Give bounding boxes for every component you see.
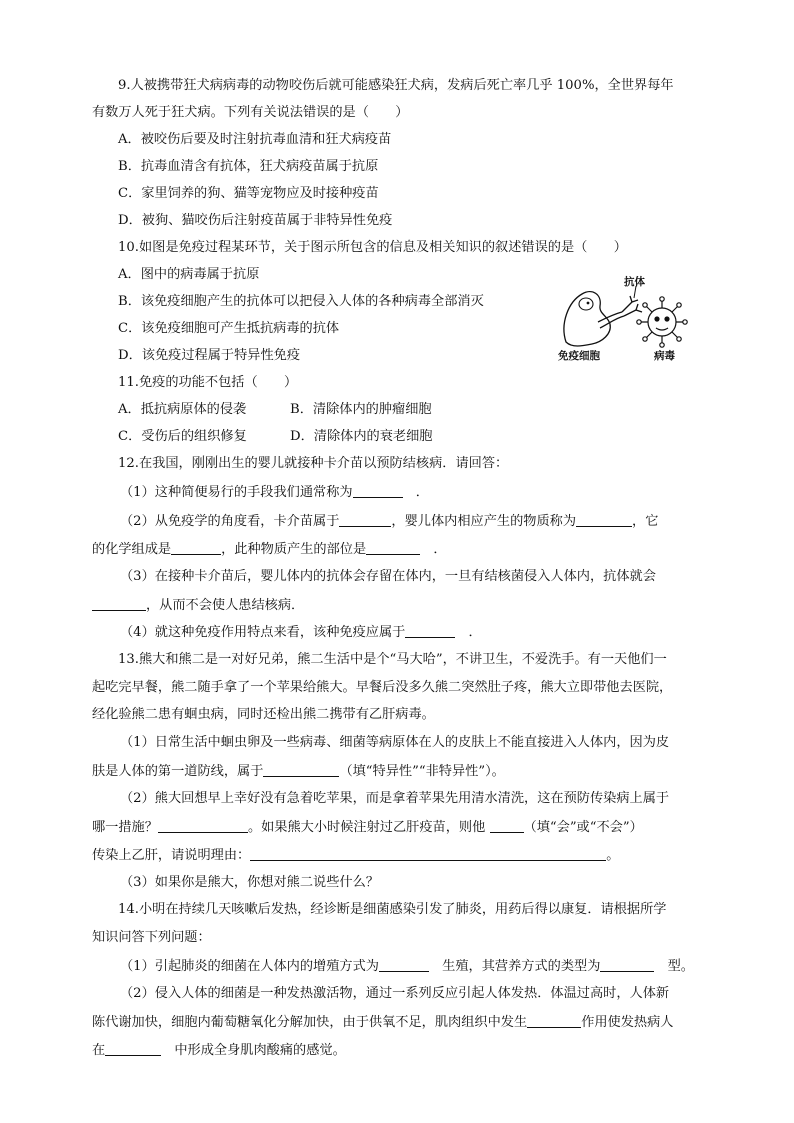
q14-part2-cont2: 在 中形成全身肌肉酸痛的感觉。 xyxy=(92,1043,346,1058)
q12-part3-cont: ，从而不会使人患结核病． xyxy=(92,596,304,615)
q12-part1: （1）这种简便易行的手段我们通常称为 ． xyxy=(120,485,429,500)
answer-blank[interactable] xyxy=(353,483,403,498)
answer-blank[interactable] xyxy=(339,512,391,527)
figure-label-virus: 病毒 xyxy=(654,350,675,362)
q14-part1: （1）引起肺炎的细菌在人体内的增殖方式为 生殖，其营养方式的类型为 型。 xyxy=(120,959,694,974)
q9-stem-line2: 有数万人死于狂犬病。下列有关说法错误的是（ ） xyxy=(92,105,409,120)
q12-part4: （4）就这种免疫作用特点来看，该种免疫应属于 ． xyxy=(120,625,482,640)
answer-blank[interactable] xyxy=(576,512,632,527)
q10-option-b: B．该免疫细胞产生的抗体可以把侵入人体的各种病毒全部消灭 xyxy=(118,294,484,309)
immune-cell-nucleus xyxy=(579,298,593,310)
answer-blank[interactable] xyxy=(105,1041,161,1056)
answer-blank[interactable] xyxy=(250,846,606,861)
q12-part2: （2）从免疫学的角度看，卡介苗属于 ，婴儿体内相应产生的物质称为 ，它 xyxy=(120,514,659,529)
q9-option-c: C．家里饲养的狗、猫等宠物应及时接种疫苗 xyxy=(118,186,379,201)
q13-stem-line1: 13.熊大和熊二是一对好兄弟，熊二生活中是个“马大哈”，不讲卫生，不爱洗手。有一天他们一 xyxy=(118,652,667,667)
q9-option-a: A．被咬伤后要及时注射抗毒血清和狂犬病疫苗 xyxy=(118,132,392,147)
answer-blank[interactable] xyxy=(263,762,339,777)
q14-part2-cont: 陈代谢加快，细胞内葡萄糖氧化分解加快，由于供氧不足，肌肉组织中发生 作用使发热病人 xyxy=(92,1015,674,1030)
q11-option-b: B．清除体内的肿瘤细胞 xyxy=(290,402,432,417)
q13-part2-cont: 哪一措施？ 。如果熊大小时候注射过乙肝疫苗，则他 （填“会”或“不会”） xyxy=(92,820,643,835)
q13-part1-cont: 肤是人体的第一道防线，属于 （填“特异性”“非特异性”）。 xyxy=(92,764,505,779)
q9-stem-line1: 9.人被携带狂犬病病毒的动物咬伤后就可能感染狂犬病，发病后死亡率几乎 100%，全世界每年 xyxy=(118,78,674,93)
antibody-shapes xyxy=(622,296,642,316)
q11-option-a: A．抵抗病原体的侵袭 xyxy=(118,402,247,417)
q14-part2: （2）侵入人体的细菌是一种发热激活物，通过一系列反应引起人体发热．体温过高时，人体新 xyxy=(120,986,670,1001)
q9-option-b: B．抗毒血清含有抗体，狂犬病疫苗属于抗原 xyxy=(118,159,379,174)
q14-stem-line1: 14.小明在持续几天咳嗽后发热，经诊断是细菌感染引发了肺炎，用药后得以康复．请根据所学 xyxy=(118,902,667,917)
q11-stem: 11.免疫的功能不包括（ ） xyxy=(118,375,298,390)
answer-blank[interactable] xyxy=(158,818,248,833)
q13-part2-cont2: 传染上乙肝，请说明理由： 。 xyxy=(92,848,620,863)
q13-stem-line2: 起吃完早餐，熊二随手拿了一个苹果给熊大。早餐后没多久熊二突然肚子疼，熊大立即带他去医院， xyxy=(92,680,673,695)
answer-blank[interactable] xyxy=(600,957,654,972)
q13-part2: （2）熊大回想早上幸好没有急着吃苹果，而是拿着苹果先用清水清洗，这在预防传染病上属于 xyxy=(120,791,670,806)
answer-blank[interactable] xyxy=(366,540,420,555)
answer-blank[interactable] xyxy=(171,540,221,555)
q10-stem: 10.如图是免疫过程某环节，关于图示所包含的信息及相关知识的叙述错误的是（ ） xyxy=(118,240,627,255)
q9-option-d: D．被狗、猫咬伤后注射疫苗属于非特异性免疫 xyxy=(118,213,393,228)
answer-blank[interactable] xyxy=(92,596,146,611)
figure-label-immune-cell: 免疫细胞 xyxy=(558,350,600,362)
answer-blank[interactable] xyxy=(379,957,429,972)
q12-part3: （3）在接种卡介苗后，婴儿体内的抗体会存留在体内，一旦有结核菌侵入人体内，抗体就会 xyxy=(120,569,656,584)
q12-stem: 12.在我国，刚刚出生的婴儿就接种卡介苗以预防结核病．请回答： xyxy=(118,456,509,471)
figure-label-antibody: 抗体 xyxy=(624,276,645,288)
q10-option-c: C．该免疫细胞可产生抵抗病毒的抗体 xyxy=(118,321,340,336)
q11-option-d: D．清除体内的衰老细胞 xyxy=(290,429,433,444)
q12-part2-cont: 的化学组成是 ，此种物质产生的部位是 ． xyxy=(92,542,447,557)
q14-stem-line2: 知识问答下列问题： xyxy=(92,930,211,945)
q13-part3: （3）如果你是熊大，你想对熊二说些什么？ xyxy=(120,875,379,890)
q13-part1: （1）日常生活中蛔虫卵及一些病毒、细菌等病原体在人的皮肤上不能直接进入人体内，因为皮 xyxy=(120,735,670,750)
q10-option-a: A．图中的病毒属于抗原 xyxy=(118,267,260,282)
answer-blank[interactable] xyxy=(490,818,524,833)
answer-blank[interactable] xyxy=(405,623,455,638)
immune-process-figure xyxy=(552,272,702,364)
q11-option-c: C．受伤后的组织修复 xyxy=(118,429,247,444)
q10-option-d: D．该免疫过程属于特异性免疫 xyxy=(118,348,301,363)
virus-shape xyxy=(637,297,687,347)
answer-blank[interactable] xyxy=(527,1013,581,1028)
q13-stem-line3: 经化验熊二患有蛔虫病，同时还检出熊二携带有乙肝病毒。 xyxy=(92,707,435,722)
